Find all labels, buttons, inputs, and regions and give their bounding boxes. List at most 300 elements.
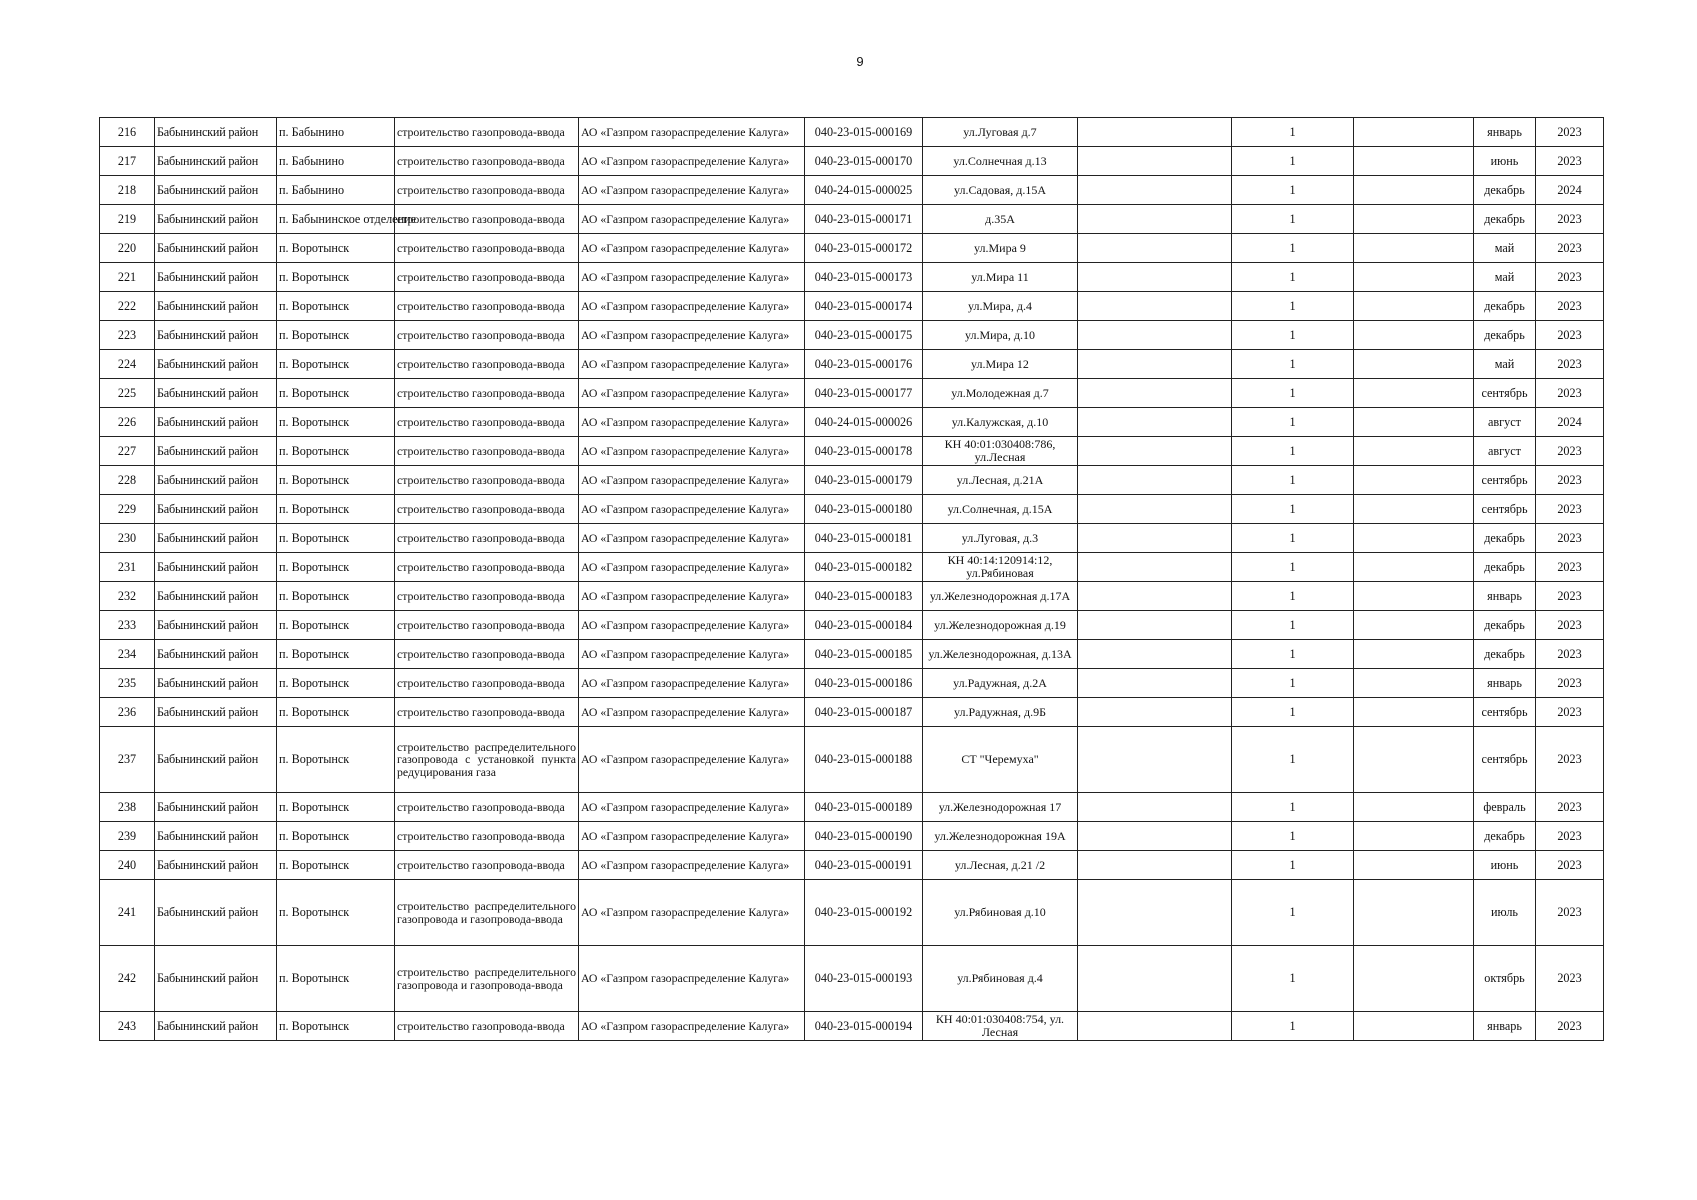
empty-cell [1078,408,1232,437]
year-cell: 2023 [1536,553,1604,582]
district-cell: Бабынинский район [155,727,277,793]
row-number: 228 [100,466,155,495]
organization-cell: АО «Газпром газораспределение Калуга» [579,495,805,524]
month-cell: декабрь [1474,176,1536,205]
work-type-cell: строительство газопровода-ввода [395,669,579,698]
district-cell: Бабынинский район [155,495,277,524]
organization-cell: АО «Газпром газораспределение Калуга» [579,822,805,851]
address-cell: КН 40:01:030408:754, ул. Лесная [923,1012,1078,1041]
empty-cell [1354,582,1474,611]
year-cell: 2023 [1536,793,1604,822]
row-number: 233 [100,611,155,640]
organization-cell: АО «Газпром газораспределение Калуга» [579,466,805,495]
registry-code-cell: 040-24-015-000025 [805,176,923,205]
year-cell: 2023 [1536,524,1604,553]
district-cell: Бабынинский район [155,698,277,727]
organization-cell: АО «Газпром газораспределение Калуга» [579,669,805,698]
registry-code-cell: 040-23-015-000180 [805,495,923,524]
organization-cell: АО «Газпром газораспределение Калуга» [579,640,805,669]
quantity-cell: 1 [1232,553,1354,582]
address-cell: ул.Мира 9 [923,234,1078,263]
month-cell: июнь [1474,147,1536,176]
work-type-cell: строительство газопровода-ввода [395,793,579,822]
row-number: 240 [100,851,155,880]
table-row [100,495,1604,524]
table-row [100,147,1604,176]
empty-cell [1078,263,1232,292]
year-cell: 2023 [1536,822,1604,851]
organization-cell: АО «Газпром газораспределение Калуга» [579,611,805,640]
work-type-cell: строительство газопровода-ввода [395,495,579,524]
table-row [100,640,1604,669]
organization-cell: АО «Газпром газораспределение Калуга» [579,582,805,611]
work-type-cell: строительство газопровода-ввода [395,1012,579,1041]
month-cell: июль [1474,880,1536,946]
registry-code-cell: 040-23-015-000170 [805,147,923,176]
table-row [100,1012,1604,1041]
month-cell: декабрь [1474,292,1536,321]
empty-cell [1354,669,1474,698]
district-cell: Бабынинский район [155,1012,277,1041]
registry-code-cell: 040-23-015-000177 [805,379,923,408]
locality-cell: п. Воротынск [277,292,395,321]
year-cell: 2023 [1536,234,1604,263]
registry-code-cell: 040-24-015-000026 [805,408,923,437]
empty-cell [1078,669,1232,698]
month-cell: декабрь [1474,524,1536,553]
registry-code-cell: 040-23-015-000193 [805,946,923,1012]
year-cell: 2024 [1536,408,1604,437]
locality-cell: п. Воротынск [277,321,395,350]
empty-cell [1354,466,1474,495]
month-cell: декабрь [1474,321,1536,350]
quantity-cell: 1 [1232,263,1354,292]
empty-cell [1078,292,1232,321]
locality-cell: п. Воротынск [277,350,395,379]
empty-cell [1078,1012,1232,1041]
organization-cell: АО «Газпром газораспределение Калуга» [579,176,805,205]
work-type-cell: строительство газопровода-ввода [395,466,579,495]
quantity-cell: 1 [1232,727,1354,793]
district-cell: Бабынинский район [155,234,277,263]
quantity-cell: 1 [1232,118,1354,147]
organization-cell: АО «Газпром газораспределение Калуга» [579,118,805,147]
registry-code-cell: 040-23-015-000189 [805,793,923,822]
quantity-cell: 1 [1232,524,1354,553]
district-cell: Бабынинский район [155,176,277,205]
row-number: 226 [100,408,155,437]
empty-cell [1354,205,1474,234]
table-row [100,379,1604,408]
year-cell: 2023 [1536,495,1604,524]
organization-cell: АО «Газпром газораспределение Калуга» [579,263,805,292]
empty-cell [1354,321,1474,350]
month-cell: январь [1474,1012,1536,1041]
table-row [100,851,1604,880]
work-type-cell: строительство газопровода-ввода [395,205,579,234]
table-row [100,176,1604,205]
empty-cell [1078,793,1232,822]
organization-cell: АО «Газпром газораспределение Калуга» [579,727,805,793]
table-row [100,793,1604,822]
year-cell: 2023 [1536,379,1604,408]
empty-cell [1078,582,1232,611]
registry-code-cell: 040-23-015-000176 [805,350,923,379]
empty-cell [1078,147,1232,176]
table-row [100,946,1604,1012]
work-type-cell: строительство газопровода-ввода [395,176,579,205]
year-cell: 2023 [1536,669,1604,698]
year-cell: 2023 [1536,1012,1604,1041]
address-cell: ул.Мира, д.10 [923,321,1078,350]
month-cell: декабрь [1474,553,1536,582]
district-cell: Бабынинский район [155,466,277,495]
empty-cell [1354,793,1474,822]
table-row [100,611,1604,640]
row-number: 234 [100,640,155,669]
empty-cell [1354,822,1474,851]
locality-cell: п. Воротынск [277,379,395,408]
month-cell: февраль [1474,793,1536,822]
locality-cell: п. Воротынск [277,793,395,822]
work-type-cell: строительство газопровода-ввода [395,292,579,321]
registry-code-cell: 040-23-015-000185 [805,640,923,669]
year-cell: 2023 [1536,118,1604,147]
table-row [100,321,1604,350]
empty-cell [1354,851,1474,880]
table-row [100,292,1604,321]
address-cell: ул.Железнодорожная, д.13А [923,640,1078,669]
row-number: 223 [100,321,155,350]
work-type-cell: строительство газопровода-ввода [395,234,579,263]
address-cell: ул.Солнечная, д.15А [923,495,1078,524]
month-cell: июнь [1474,851,1536,880]
gas-registry-table [99,117,1604,1041]
empty-cell [1078,946,1232,1012]
empty-cell [1354,379,1474,408]
year-cell: 2023 [1536,350,1604,379]
empty-cell [1354,263,1474,292]
registry-code-cell: 040-23-015-000169 [805,118,923,147]
table-row [100,698,1604,727]
empty-cell [1354,553,1474,582]
registry-code-cell: 040-23-015-000179 [805,466,923,495]
table-body [100,118,1604,1041]
district-cell: Бабынинский район [155,611,277,640]
registry-code-cell: 040-23-015-000186 [805,669,923,698]
quantity-cell: 1 [1232,495,1354,524]
work-type-cell: строительство газопровода-ввода [395,263,579,292]
quantity-cell: 1 [1232,640,1354,669]
work-type-cell: строительство газопровода-ввода [395,118,579,147]
address-cell: СТ "Черемуха" [923,727,1078,793]
empty-cell [1078,176,1232,205]
district-cell: Бабынинский район [155,321,277,350]
empty-cell [1354,147,1474,176]
address-cell: ул.Лесная, д.21 /2 [923,851,1078,880]
locality-cell: п. Воротынск [277,851,395,880]
district-cell: Бабынинский район [155,147,277,176]
address-cell: ул.Лесная, д.21А [923,466,1078,495]
address-cell: КН 40:14:120914:12, ул.Рябиновая [923,553,1078,582]
district-cell: Бабынинский район [155,437,277,466]
district-cell: Бабынинский район [155,553,277,582]
district-cell: Бабынинский район [155,640,277,669]
table-row [100,234,1604,263]
locality-cell: п. Воротынск [277,640,395,669]
empty-cell [1078,640,1232,669]
table-row [100,437,1604,466]
quantity-cell: 1 [1232,234,1354,263]
address-cell: ул.Железнодорожная 17 [923,793,1078,822]
year-cell: 2023 [1536,698,1604,727]
registry-code-cell: 040-23-015-000183 [805,582,923,611]
empty-cell [1354,698,1474,727]
locality-cell: п. Воротынск [277,582,395,611]
empty-cell [1354,727,1474,793]
work-type-cell: строительство газопровода-ввода [395,350,579,379]
row-number: 218 [100,176,155,205]
work-type-cell: строительство газопровода-ввода [395,379,579,408]
quantity-cell: 1 [1232,851,1354,880]
row-number: 224 [100,350,155,379]
empty-cell [1078,698,1232,727]
empty-cell [1078,611,1232,640]
locality-cell: п. Воротынск [277,611,395,640]
empty-cell [1354,640,1474,669]
work-type-cell: строительство газопровода-ввода [395,640,579,669]
empty-cell [1078,321,1232,350]
district-cell: Бабынинский район [155,263,277,292]
address-cell: КН 40:01:030408:786, ул.Лесная [923,437,1078,466]
district-cell: Бабынинский район [155,582,277,611]
year-cell: 2023 [1536,292,1604,321]
work-type-cell: строительство распределительного газопровода и газопровода-ввода [395,946,579,1012]
address-cell: ул.Луговая, д.3 [923,524,1078,553]
locality-cell: п. Воротынск [277,727,395,793]
organization-cell: АО «Газпром газораспределение Калуга» [579,524,805,553]
row-number: 236 [100,698,155,727]
work-type-cell: строительство газопровода-ввода [395,698,579,727]
district-cell: Бабынинский район [155,880,277,946]
table-row [100,205,1604,234]
district-cell: Бабынинский район [155,946,277,1012]
address-cell: д.35А [923,205,1078,234]
year-cell: 2023 [1536,946,1604,1012]
locality-cell: п. Бабынинское отделение [277,205,395,234]
empty-cell [1078,118,1232,147]
page-number: 9 [856,54,864,69]
month-cell: январь [1474,669,1536,698]
month-cell: май [1474,263,1536,292]
address-cell: ул.Мира, д.4 [923,292,1078,321]
empty-cell [1354,408,1474,437]
row-number: 227 [100,437,155,466]
row-number: 230 [100,524,155,553]
organization-cell: АО «Газпром газораспределение Калуга» [579,851,805,880]
district-cell: Бабынинский район [155,669,277,698]
row-number: 221 [100,263,155,292]
registry-code-cell: 040-23-015-000173 [805,263,923,292]
row-number: 222 [100,292,155,321]
quantity-cell: 1 [1232,292,1354,321]
work-type-cell: строительство газопровода-ввода [395,553,579,582]
district-cell: Бабынинский район [155,408,277,437]
work-type-cell: строительство распределительного газопровода и газопровода-ввода [395,880,579,946]
empty-cell [1078,524,1232,553]
quantity-cell: 1 [1232,880,1354,946]
quantity-cell: 1 [1232,946,1354,1012]
quantity-cell: 1 [1232,582,1354,611]
empty-cell [1078,553,1232,582]
empty-cell [1078,234,1232,263]
month-cell: сентябрь [1474,727,1536,793]
district-cell: Бабынинский район [155,205,277,234]
table-row [100,118,1604,147]
registry-code-cell: 040-23-015-000188 [805,727,923,793]
table-row [100,350,1604,379]
month-cell: сентябрь [1474,379,1536,408]
month-cell: январь [1474,582,1536,611]
year-cell: 2023 [1536,263,1604,292]
district-cell: Бабынинский район [155,793,277,822]
locality-cell: п. Воротынск [277,466,395,495]
locality-cell: п. Воротынск [277,553,395,582]
address-cell: ул.Радужная, д.9Б [923,698,1078,727]
quantity-cell: 1 [1232,1012,1354,1041]
organization-cell: АО «Газпром газораспределение Калуга» [579,1012,805,1041]
locality-cell: п. Воротынск [277,437,395,466]
row-number: 220 [100,234,155,263]
work-type-cell: строительство газопровода-ввода [395,437,579,466]
row-number: 225 [100,379,155,408]
empty-cell [1354,1012,1474,1041]
locality-cell: п. Воротынск [277,263,395,292]
organization-cell: АО «Газпром газораспределение Калуга» [579,147,805,176]
quantity-cell: 1 [1232,321,1354,350]
row-number: 217 [100,147,155,176]
row-number: 231 [100,553,155,582]
row-number: 232 [100,582,155,611]
month-cell: январь [1474,118,1536,147]
month-cell: август [1474,437,1536,466]
registry-code-cell: 040-23-015-000191 [805,851,923,880]
work-type-cell: строительство газопровода-ввода [395,611,579,640]
month-cell: сентябрь [1474,698,1536,727]
month-cell: август [1474,408,1536,437]
registry-code-cell: 040-23-015-000182 [805,553,923,582]
year-cell: 2023 [1536,880,1604,946]
district-cell: Бабынинский район [155,118,277,147]
organization-cell: АО «Газпром газораспределение Калуга» [579,234,805,263]
row-number: 237 [100,727,155,793]
year-cell: 2023 [1536,437,1604,466]
empty-cell [1078,727,1232,793]
organization-cell: АО «Газпром газораспределение Калуга» [579,946,805,1012]
registry-code-cell: 040-23-015-000192 [805,880,923,946]
empty-cell [1078,466,1232,495]
table-row [100,822,1604,851]
table-row [100,408,1604,437]
quantity-cell: 1 [1232,793,1354,822]
empty-cell [1078,437,1232,466]
empty-cell [1078,880,1232,946]
district-cell: Бабынинский район [155,524,277,553]
address-cell: ул.Мира 11 [923,263,1078,292]
district-cell: Бабынинский район [155,350,277,379]
row-number: 243 [100,1012,155,1041]
month-cell: октябрь [1474,946,1536,1012]
work-type-cell: строительство распределительного газопровода с установкой пункта редуцирования газа [395,727,579,793]
empty-cell [1354,350,1474,379]
address-cell: ул.Железнодорожная д.17А [923,582,1078,611]
year-cell: 2023 [1536,205,1604,234]
table-row [100,727,1604,793]
quantity-cell: 1 [1232,176,1354,205]
empty-cell [1078,205,1232,234]
registry-code-cell: 040-23-015-000175 [805,321,923,350]
empty-cell [1354,611,1474,640]
locality-cell: п. Воротынск [277,946,395,1012]
year-cell: 2023 [1536,321,1604,350]
quantity-cell: 1 [1232,437,1354,466]
empty-cell [1354,176,1474,205]
empty-cell [1078,379,1232,408]
locality-cell: п. Воротынск [277,495,395,524]
work-type-cell: строительство газопровода-ввода [395,408,579,437]
organization-cell: АО «Газпром газораспределение Калуга» [579,408,805,437]
quantity-cell: 1 [1232,147,1354,176]
locality-cell: п. Воротынск [277,1012,395,1041]
locality-cell: п. Воротынск [277,408,395,437]
year-cell: 2023 [1536,582,1604,611]
quantity-cell: 1 [1232,205,1354,234]
work-type-cell: строительство газопровода-ввода [395,822,579,851]
empty-cell [1354,118,1474,147]
address-cell: ул.Солнечная д.13 [923,147,1078,176]
address-cell: ул.Луговая д.7 [923,118,1078,147]
row-number: 229 [100,495,155,524]
year-cell: 2023 [1536,466,1604,495]
locality-cell: п. Воротынск [277,234,395,263]
month-cell: декабрь [1474,640,1536,669]
organization-cell: АО «Газпром газораспределение Калуга» [579,350,805,379]
registry-code-cell: 040-23-015-000174 [805,292,923,321]
table-row [100,582,1604,611]
month-cell: декабрь [1474,611,1536,640]
month-cell: сентябрь [1474,495,1536,524]
locality-cell: п. Воротынск [277,822,395,851]
empty-cell [1354,437,1474,466]
organization-cell: АО «Газпром газораспределение Калуга» [579,437,805,466]
organization-cell: АО «Газпром газораспределение Калуга» [579,793,805,822]
empty-cell [1354,292,1474,321]
quantity-cell: 1 [1232,408,1354,437]
empty-cell [1078,495,1232,524]
quantity-cell: 1 [1232,611,1354,640]
organization-cell: АО «Газпром газораспределение Калуга» [579,880,805,946]
empty-cell [1354,946,1474,1012]
empty-cell [1078,350,1232,379]
table-row [100,466,1604,495]
quantity-cell: 1 [1232,350,1354,379]
table-row [100,553,1604,582]
table-row [100,263,1604,292]
registry-code-cell: 040-23-015-000190 [805,822,923,851]
registry-code-cell: 040-23-015-000178 [805,437,923,466]
empty-cell [1078,822,1232,851]
table-row [100,524,1604,553]
